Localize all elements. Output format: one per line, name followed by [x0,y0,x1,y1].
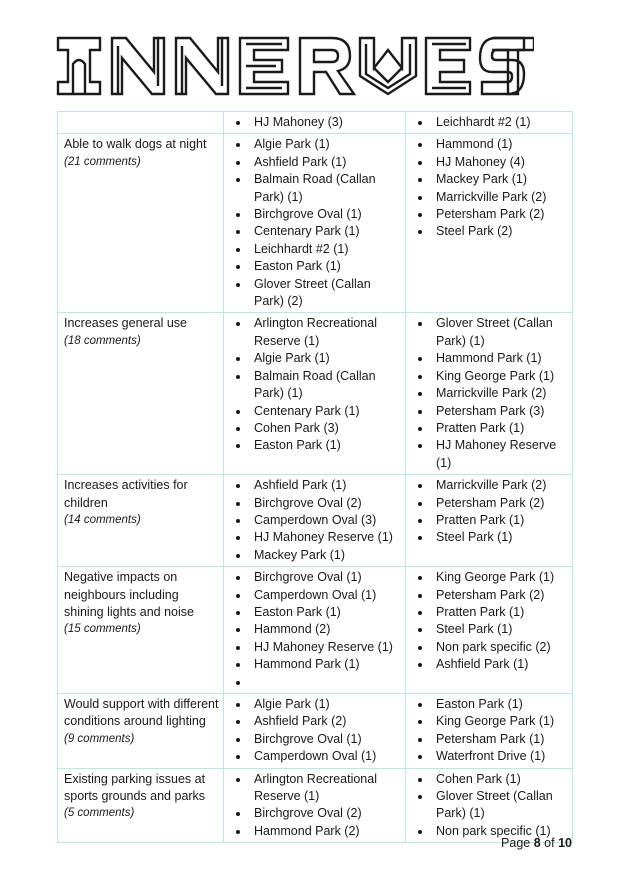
list-item: • Centenary Park (1) [250,403,401,420]
parks-list [230,771,401,841]
table-row [58,475,573,567]
row-title: Increases activities for children [64,478,188,510]
row-comments: (9 comments) [64,732,135,745]
list-item: • Leichhardt #2 (1) [432,114,568,131]
parks-list [230,136,401,310]
list-item: • Hammond Park (2) [250,823,401,840]
row-comments: (21 comments) [64,155,141,168]
list-item: • Marrickville Park (2) [432,477,568,494]
list-item: • Pratten Park (1) [432,512,568,529]
list-item [250,674,401,691]
list-item: • Easton Park (1) [250,437,401,454]
page-current: 8 [533,836,541,850]
parks-col2-cell [406,313,573,475]
table-row [58,567,573,694]
list-item: • Cohen Park (1) [432,771,568,788]
page-footer [501,836,572,850]
list-item: • Steel Park (2) [432,223,568,240]
table-row [58,134,573,313]
parks-col1-cell [224,694,406,769]
list-item: • Hammond Park (1) [432,350,568,367]
list-item: • Petersham Park (2) [432,495,568,512]
row-label-cell [58,475,224,567]
list-item: • King George Park (1) [432,569,568,586]
list-item: • Arlington Recreational Reserve (1) [250,315,401,350]
list-item: • Glover Street (Callan Park) (1) [432,788,568,823]
parks-col1-cell [224,134,406,313]
list-item: • Petersham Park (2) [432,206,568,223]
list-item: • Algie Park (1) [250,350,401,367]
list-item: • Ashfield Park (2) [250,713,401,730]
list-item: • Leichhardt #2 (1) [250,241,401,258]
row-comments: (14 comments) [64,513,141,526]
list-item: • Easton Park (1) [250,258,401,275]
table-row [58,313,573,475]
list-item: • HJ Mahoney (3) [250,114,401,131]
list-item: • Cohen Park (3) [250,420,401,437]
list-item: • Non park specific (1) [432,823,568,840]
parks-col2-cell [406,768,573,843]
parks-col1-cell [224,475,406,567]
row-label-cell [58,313,224,475]
parks-list [412,696,568,766]
table-row [58,112,573,134]
row-label-cell [58,768,224,843]
list-item: • Balmain Road (Callan Park) (1) [250,368,401,403]
list-item: • Ashfield Park (1) [250,477,401,494]
feedback-table [57,111,573,843]
list-item: • King George Park (1) [432,713,568,730]
row-comments: (15 comments) [64,623,141,636]
parks-list [412,477,568,547]
row-label-cell [58,567,224,694]
list-item: • Glover Street (Callan Park) (1) [432,315,568,350]
list-item: • HJ Mahoney (4) [432,154,568,171]
list-item: • Hammond (1) [432,136,568,153]
list-item: • Marrickville Park (2) [432,385,568,402]
parks-list [230,569,401,691]
list-item: • Camperdown Oval (3) [250,512,401,529]
row-title: Would support with different conditions around lighting [64,697,219,729]
list-item: • Ashfield Park (1) [432,656,568,673]
inner-west-logo [56,36,534,96]
list-item: • Petersham Park (3) [432,403,568,420]
row-comments: (18 comments) [64,334,141,347]
list-item: • Centenary Park (1) [250,223,401,240]
list-item: • King George Park (1) [432,368,568,385]
list-item: • HJ Mahoney Reserve (1) [432,437,568,472]
list-item: • Camperdown Oval (1) [250,748,401,765]
row-comments: (5 comments) [64,807,135,820]
list-item: • Glover Street (Callan Park) (2) [250,276,401,311]
parks-col2-cell [406,112,573,134]
row-label-cell [58,694,224,769]
parks-list [230,477,401,564]
parks-list [412,315,568,472]
row-title: Negative impacts on neighbours including shining lights and noise [64,570,194,619]
parks-col1-cell [224,112,406,134]
row-title: Able to walk dogs at night [64,137,207,152]
parks-list [412,771,568,841]
list-item: • Petersham Park (2) [432,587,568,604]
page-of: of [544,836,555,850]
list-item: • Arlington Recreational Reserve (1) [250,771,401,806]
list-item: • Algie Park (1) [250,696,401,713]
parks-list [230,696,401,766]
list-item: • Algie Park (1) [250,136,401,153]
list-item: • HJ Mahoney Reserve (1) [250,529,401,546]
parks-list [230,315,401,454]
parks-col1-cell [224,768,406,843]
list-item: • Hammond Park (1) [250,656,401,673]
list-item: • Birchgrove Oval (2) [250,495,401,512]
list-item: • Pratten Park (1) [432,420,568,437]
list-item: • Petersham Park (1) [432,731,568,748]
list-item: • Easton Park (1) [432,696,568,713]
parks-list [412,114,568,131]
list-item: • Marrickville Park (2) [432,189,568,206]
list-item: • Birchgrove Oval (2) [250,805,401,822]
table-row [58,768,573,843]
parks-list [412,569,568,673]
list-item: • Birchgrove Oval (1) [250,569,401,586]
parks-col1-cell [224,567,406,694]
list-item: • Mackey Park (1) [250,547,401,564]
list-item: • Camperdown Oval (1) [250,587,401,604]
list-item: • Ashfield Park (1) [250,154,401,171]
list-item: • Easton Park (1) [250,604,401,621]
list-item: • Birchgrove Oval (1) [250,731,401,748]
parks-list [230,114,401,131]
list-item: • Mackey Park (1) [432,171,568,188]
list-item: • Non park specific (2) [432,639,568,656]
row-label-cell [58,134,224,313]
list-item: • HJ Mahoney Reserve (1) [250,639,401,656]
list-item: • Balmain Road (Callan Park) (1) [250,171,401,206]
parks-col2-cell [406,475,573,567]
list-item: • Pratten Park (1) [432,604,568,621]
row-label-cell [58,112,224,134]
parks-col2-cell [406,134,573,313]
list-item: • Waterfront Drive (1) [432,748,568,765]
parks-col1-cell [224,313,406,475]
page-prefix: Page [501,836,531,850]
table-row [58,694,573,769]
list-item: • Steel Park (1) [432,529,568,546]
page-total: 10 [558,836,572,850]
list-item: • Hammond (2) [250,621,401,638]
list-item: • Birchgrove Oval (1) [250,206,401,223]
list-item: • Steel Park (1) [432,621,568,638]
parks-col2-cell [406,694,573,769]
parks-col2-cell [406,567,573,694]
row-title: Increases general use [64,316,187,331]
row-title: Existing parking issues at sports grounds and parks [64,771,206,804]
parks-list [412,136,568,240]
